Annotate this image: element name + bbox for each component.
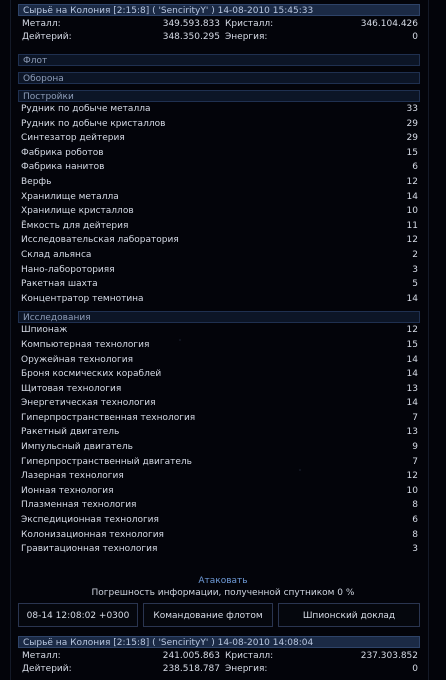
research-row-level: 13 bbox=[406, 383, 418, 394]
research-row bbox=[18, 440, 420, 455]
building-row-name: Исследовательская лаборатория bbox=[21, 235, 179, 246]
building-row-level: 29 bbox=[406, 133, 418, 144]
research-row-level: 10 bbox=[406, 485, 418, 496]
report-date: 08-14 12:08:02 +0300 bbox=[18, 603, 138, 627]
deuterium-value-2: 238.518.787 bbox=[162, 664, 220, 674]
research-row-name: Экспедиционная технология bbox=[21, 515, 159, 526]
buildings-section-title: Постройки bbox=[18, 90, 420, 102]
building-row-level: 2 bbox=[412, 249, 418, 260]
research-section-title: Исследования bbox=[18, 311, 420, 323]
research-row bbox=[18, 528, 420, 543]
research-row-name: Гравитационная технология bbox=[21, 544, 158, 555]
fleet-section-title: Флот bbox=[18, 54, 420, 66]
metal-value: 349.593.833 bbox=[162, 19, 220, 29]
research-row bbox=[18, 513, 420, 528]
research-row-level: 14 bbox=[406, 354, 418, 365]
defense-section-title: Оборона bbox=[18, 72, 420, 84]
building-row-name: Хранилище кристаллов bbox=[21, 206, 134, 217]
building-row-name: Рудник по добыче металла bbox=[21, 104, 151, 114]
crystal-label: Кристалл: bbox=[225, 19, 274, 29]
research-row bbox=[18, 367, 420, 382]
spy-report-button[interactable]: Шпионский доклад bbox=[278, 603, 420, 627]
crystal-label-2: Кристалл: bbox=[225, 651, 274, 661]
research-row bbox=[18, 484, 420, 499]
building-row bbox=[18, 160, 420, 175]
research-row bbox=[18, 382, 420, 397]
research-row bbox=[18, 411, 420, 426]
research-row-level: 9 bbox=[412, 442, 418, 453]
deuterium-label-2: Дейтерий: bbox=[22, 664, 72, 674]
building-row bbox=[18, 233, 420, 248]
research-list bbox=[18, 323, 420, 557]
building-row-name: Ракетная шахта bbox=[21, 279, 98, 290]
building-row bbox=[18, 263, 420, 278]
building-row-name: Рудник по добыче кристаллов bbox=[21, 118, 166, 129]
building-row-level: 33 bbox=[406, 104, 418, 114]
building-row-level: 14 bbox=[406, 191, 418, 202]
espionage-report-2 bbox=[18, 636, 420, 676]
crystal-value-2: 237.303.852 bbox=[360, 651, 418, 661]
building-row bbox=[18, 190, 420, 205]
research-row-level: 15 bbox=[406, 339, 418, 350]
research-row-name: Гиперпространственная технология bbox=[21, 412, 196, 423]
research-row-name: Ракетный двигатель bbox=[21, 427, 120, 438]
building-row bbox=[18, 146, 420, 161]
building-row bbox=[18, 102, 420, 117]
building-row-name: Нано-лабороторияя bbox=[21, 264, 115, 275]
energy-label-2: Энергия: bbox=[225, 664, 268, 674]
research-row bbox=[18, 338, 420, 353]
fleet-command-button[interactable]: Командование флотом bbox=[143, 603, 273, 627]
research-row bbox=[18, 425, 420, 440]
research-row bbox=[18, 353, 420, 368]
precision-note: Погрешность информации, полученной спутником 0 % bbox=[91, 588, 355, 598]
resources-table bbox=[18, 16, 420, 44]
research-row-name: Ионная технология bbox=[21, 485, 114, 496]
research-row-level: 7 bbox=[412, 456, 418, 467]
building-row-name: Ёмкость для дейтерия bbox=[21, 220, 129, 231]
building-row bbox=[18, 292, 420, 307]
espionage-report bbox=[18, 4, 420, 557]
research-row-name: Энергетическая технология bbox=[21, 398, 156, 409]
building-row-name: Фабрика нанитов bbox=[21, 162, 105, 173]
research-row-level: 6 bbox=[412, 515, 418, 526]
building-row-level: 5 bbox=[412, 279, 418, 290]
buildings-list bbox=[18, 102, 420, 306]
research-row-name: Лазерная технология bbox=[21, 471, 124, 482]
building-row bbox=[18, 248, 420, 263]
research-row-name: Броня космических кораблей bbox=[21, 369, 162, 380]
report-header: Сырьё на Колония [2:15:8] ( 'SencirityY' ) 14-08-2010 15:45:33 bbox=[18, 4, 420, 16]
building-row-level: 11 bbox=[406, 220, 418, 231]
attack-link[interactable]: Атаковать bbox=[198, 576, 248, 586]
building-row-level: 29 bbox=[406, 118, 418, 129]
research-row-level: 7 bbox=[412, 412, 418, 423]
research-row bbox=[18, 469, 420, 484]
building-row bbox=[18, 277, 420, 292]
research-row-name: Щитовая технология bbox=[21, 383, 122, 394]
research-row-name: Оружейная технология bbox=[21, 354, 134, 365]
deuterium-label: Дейтерий: bbox=[22, 32, 72, 42]
research-row bbox=[18, 455, 420, 470]
research-row-name: Импульсный двигатель bbox=[21, 442, 133, 453]
building-row-level: 12 bbox=[406, 176, 418, 187]
building-row-name: Верфь bbox=[21, 176, 52, 187]
building-row bbox=[18, 204, 420, 219]
research-row-level: 14 bbox=[406, 398, 418, 409]
building-row bbox=[18, 117, 420, 132]
building-row-name: Хранилище металла bbox=[21, 191, 119, 202]
building-row-level: 3 bbox=[412, 264, 418, 275]
building-row bbox=[18, 219, 420, 234]
research-row-level: 8 bbox=[412, 529, 418, 540]
research-row bbox=[18, 542, 420, 557]
research-row bbox=[18, 323, 420, 338]
building-row-name: Склад альянса bbox=[21, 249, 92, 260]
research-row-level: 12 bbox=[406, 471, 418, 482]
research-row-level: 12 bbox=[406, 325, 418, 336]
building-row-level: 6 bbox=[412, 162, 418, 173]
building-row bbox=[18, 131, 420, 146]
research-row-name: Гиперпространственный двигатель bbox=[21, 456, 192, 467]
building-row-level: 12 bbox=[406, 235, 418, 246]
building-row-level: 14 bbox=[406, 293, 418, 304]
building-row-name: Синтезатор дейтерия bbox=[21, 133, 125, 144]
metal-label: Металл: bbox=[22, 19, 61, 29]
deuterium-value: 348.350.295 bbox=[162, 32, 220, 42]
research-row bbox=[18, 396, 420, 411]
building-row-name: Фабрика роботов bbox=[21, 147, 104, 158]
energy-label: Энергия: bbox=[225, 32, 268, 42]
research-row-name: Шпионаж bbox=[21, 325, 68, 336]
metal-label-2: Металл: bbox=[22, 651, 61, 661]
research-row-level: 8 bbox=[412, 500, 418, 511]
building-row-level: 10 bbox=[406, 206, 418, 217]
energy-value-2: 0 bbox=[412, 664, 418, 674]
research-row bbox=[18, 498, 420, 513]
research-row-name: Колонизационная технология bbox=[21, 529, 164, 540]
research-row-name: Компьютерная технология bbox=[21, 339, 150, 350]
building-row bbox=[18, 175, 420, 190]
building-row-level: 15 bbox=[406, 147, 418, 158]
research-row-level: 13 bbox=[406, 427, 418, 438]
crystal-value: 346.104.426 bbox=[360, 19, 418, 29]
metal-value-2: 241.005.863 bbox=[162, 651, 220, 661]
research-row-name: Плазменная технология bbox=[21, 500, 137, 511]
report-header-2: Сырьё на Колония [2:15:8] ( 'SencirityY' ) 14-08-2010 14:08:04 bbox=[18, 636, 420, 648]
research-row-level: 3 bbox=[412, 544, 418, 555]
resources-table-2 bbox=[18, 648, 420, 676]
research-row-level: 14 bbox=[406, 369, 418, 380]
energy-value: 0 bbox=[412, 32, 418, 42]
building-row-name: Концентратор темнотина bbox=[21, 293, 144, 304]
